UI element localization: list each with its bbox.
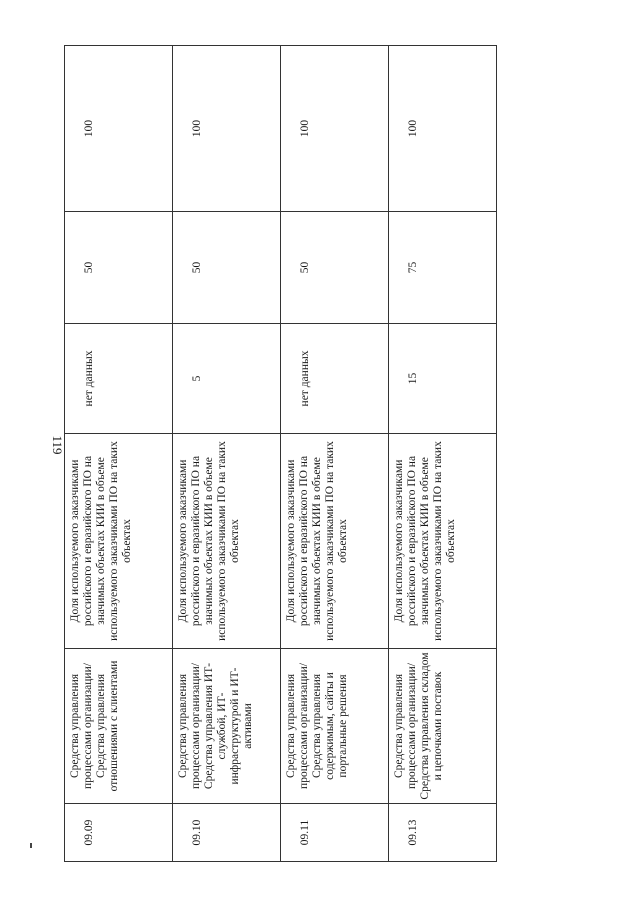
table-row (281, 46, 389, 862)
target-value-1-cell: 50 (281, 212, 389, 324)
table-row (389, 46, 497, 862)
target-value-2-cell: 100 (389, 46, 497, 212)
base-value-cell: нет данных (65, 324, 173, 434)
category-cell: Средства управления процессами организации/ Средства управления складом и цепочками поставок (389, 649, 497, 804)
table-row (65, 46, 173, 862)
category-cell: Средства управления процессами организации/ Средства управления отношениями с клиентами (65, 649, 173, 804)
target-value-1-cell: 50 (173, 212, 281, 324)
code-cell: 09.10 (173, 804, 281, 862)
target-value-2-cell: 100 (65, 46, 173, 212)
target-value-2-cell: 100 (281, 46, 389, 212)
indicator-cell: Доля используемого заказчиками российского и евразийского ПО на значимых объектах КИИ в объеме используемого заказчиками ПО на таких объектах (389, 434, 497, 649)
base-value-cell: 15 (389, 324, 497, 434)
rotated-table-container (64, 46, 496, 862)
indicator-cell: Доля используемого заказчиками российского и евразийского ПО на значимых объектах КИИ в объеме используемого заказчиками ПО на таких объектах (65, 434, 173, 649)
table-row (173, 46, 281, 862)
target-value-1-cell: 75 (389, 212, 497, 324)
base-value-cell: нет данных (281, 324, 389, 434)
category-cell: Средства управления процессами организации/ Средства управления ИТ-службой, ИТ-инфраструктурой и ИТ-активами (173, 649, 281, 804)
indicator-cell: Доля используемого заказчиками российского и евразийского ПО на значимых объектах КИИ в объеме используемого заказчиками ПО на таких объектах (173, 434, 281, 649)
base-value-cell: 5 (173, 324, 281, 434)
code-cell: 09.13 (389, 804, 497, 862)
code-cell: 09.11 (281, 804, 389, 862)
indicator-cell: Доля используемого заказчиками российского и евразийского ПО на значимых объектах КИИ в объеме используемого заказчиками ПО на таких объектах (281, 434, 389, 649)
code-cell: 09.09 (65, 804, 173, 862)
target-value-1-cell: 50 (65, 212, 173, 324)
margin-mark (30, 843, 32, 848)
page-number: 119 (50, 435, 65, 455)
category-cell: Средства управления процессами организации/ Средства управления содержимым, сайты и портальные решения (281, 649, 389, 804)
target-value-2-cell: 100 (173, 46, 281, 212)
target-indicators-table (64, 45, 497, 862)
